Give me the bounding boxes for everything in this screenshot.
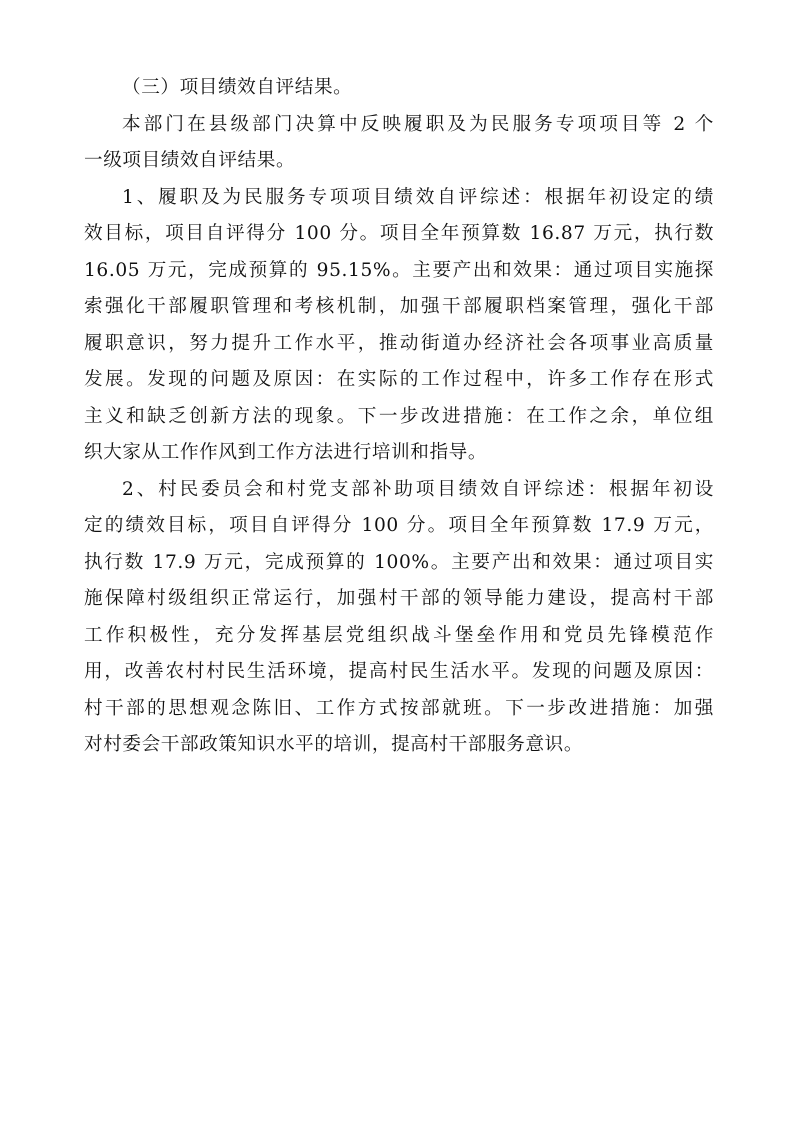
paragraph-line: 村干部的思想观念陈旧、工作方式按部就班。下一步改进措施：加强 [84,697,714,719]
paragraph-line: 执行数 17.9 万元，完成预算的 100%。主要产出和效果：通过项目实 [84,551,714,573]
paragraph-line: 施保障村级组织正常运行，加强村干部的领导能力建设，提高村干部 [84,588,714,609]
paragraph-line: 对村委会干部政策知识水平的培训，提高村干部服务意识。 [84,734,584,755]
paragraph-line: 主义和缺乏创新方法的现象。下一步改进措施：在工作之余，单位组 [84,405,714,427]
paragraph-project-2 [84,472,714,764]
paragraph-line: 发展。发现的问题及原因：在实际的工作过程中，许多工作存在形式 [84,369,714,390]
paragraph-line: 用，改善农村村民生活环境，提高村民生活水平。发现的问题及原因： [84,661,714,682]
document-body [84,70,714,764]
paragraph-line: 2、村民委员会和村党支部补助项目绩效自评综述：根据年初设 [122,478,714,500]
paragraph-line: 定的绩效目标，项目自评得分 100 分。项目全年预算数 17.9 万元， [84,515,714,536]
section-heading: （三）项目绩效自评结果。 [122,77,353,98]
paragraph-line: 本部门在县级部门决算中反映履职及为民服务专项项目等 2 个 [122,113,714,135]
paragraph-line: 一级项目绩效自评结果。 [84,150,296,171]
paragraph-line: 索强化干部履职管理和考核机制，加强干部履职档案管理，强化干部 [84,296,714,317]
paragraph-project-1 [84,180,714,472]
paragraph-line: 1、履职及为民服务专项项目绩效自评综述：根据年初设定的绩 [122,186,714,208]
paragraph-line: 16.05 万元，完成预算的 95.15%。主要产出和效果：通过项目实施探 [84,259,714,281]
paragraph-line: 工作积极性，充分发挥基层党组织战斗堡垒作用和党员先锋模范作 [84,624,714,646]
paragraph-line: 效目标，项目自评得分 100 分。项目全年预算数 16.87 万元，执行数 [84,223,714,244]
paragraph-intro [84,107,714,180]
paragraph-line: 履职意识，努力提升工作水平，推动街道办经济社会各项事业高质量 [84,332,714,354]
paragraph-line: 织大家从工作作风到工作方法进行培训和指导。 [84,442,488,463]
